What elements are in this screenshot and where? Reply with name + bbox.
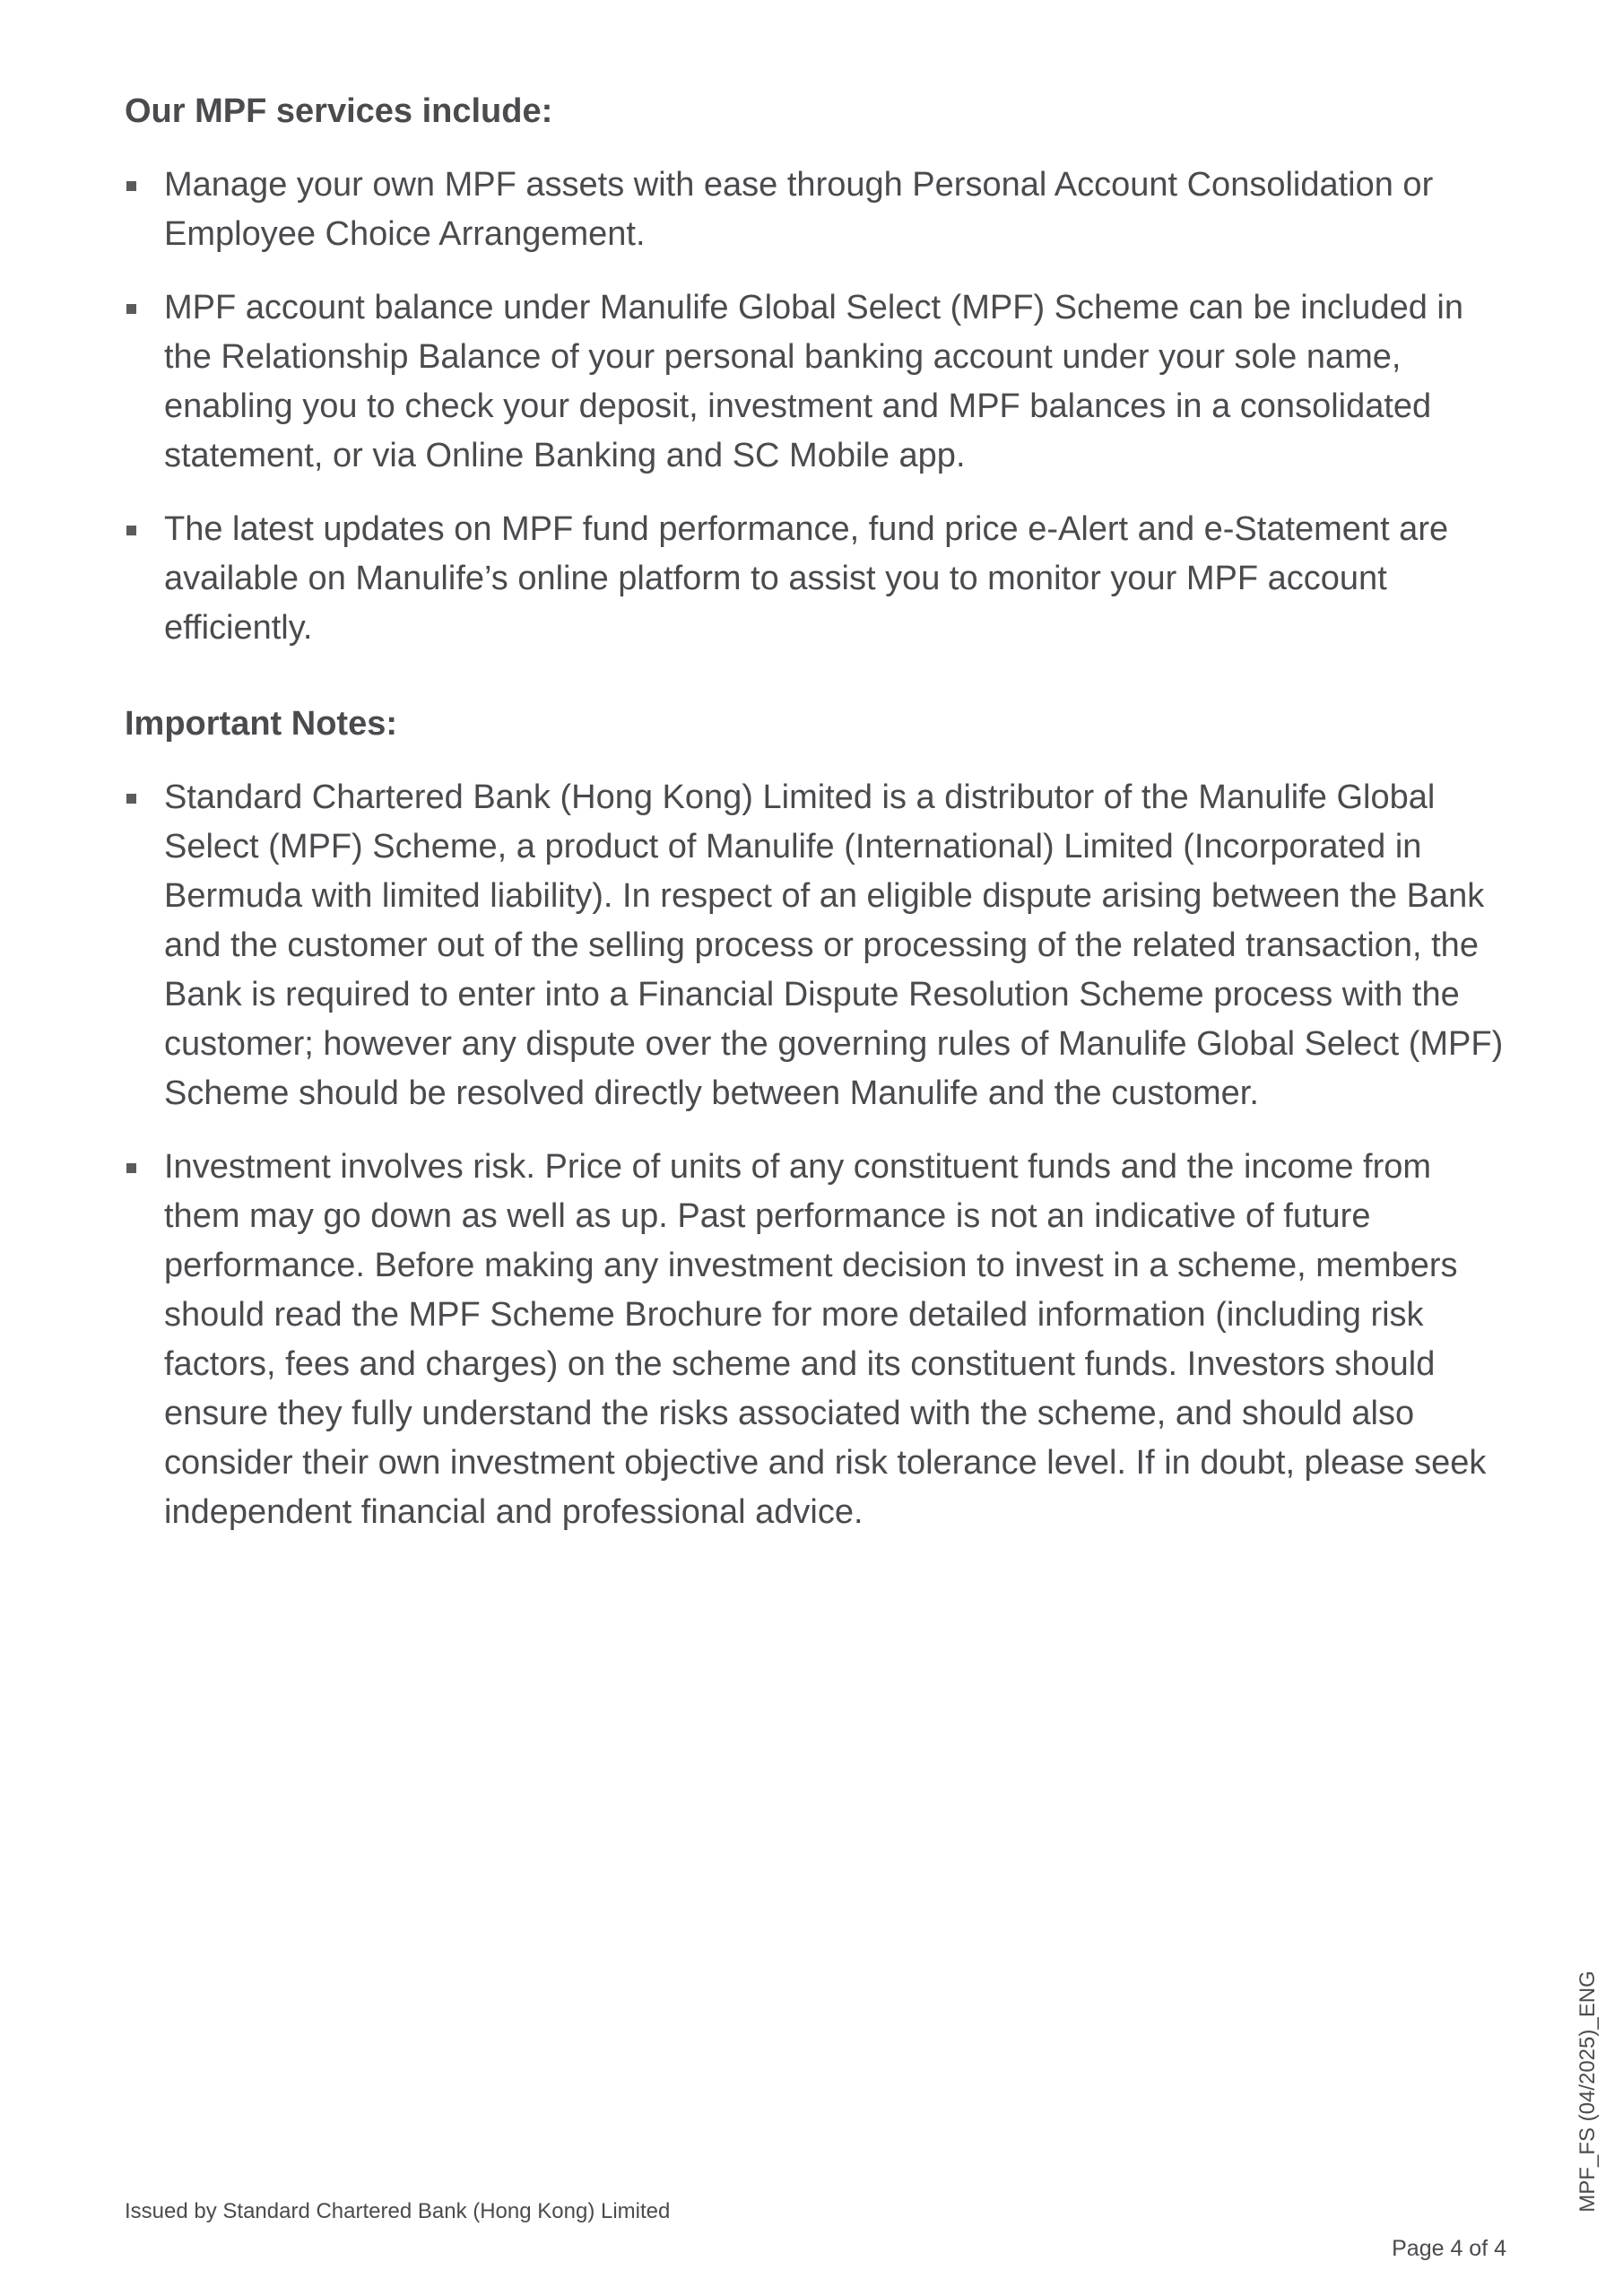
services-item-text: The latest updates on MPF fund performance, fund price e-Alert and e-Statement are available on Manulife’s online platform to assist you to monitor your MPF account efficiently.: [164, 510, 1449, 647]
notes-item-text: Standard Chartered Bank (Hong Kong) Limited is a distributor of the Manulife Global Select (MPF) Scheme, a product of Manulife (International) Limited (Incorporated in Bermuda with limited liability). In respect of an eligible dispute arising between the Bank and the customer out of the selling process or processing of the related transaction, the Bank is required to enter into a Financial Dispute Resolution Scheme process with the customer; however any dispute over the governing rules of Manulife Global Select (MPF) Scheme should be resolved directly between Manulife and the customer.: [164, 778, 1504, 1112]
list-item: [125, 1143, 1506, 1537]
bullet-square-icon: [126, 526, 136, 535]
list-item: [125, 161, 1506, 259]
document-code: MPF_FS (04/2025)_ENG: [1575, 1970, 1600, 2213]
list-item: [125, 283, 1506, 481]
services-item-text: Manage your own MPF assets with ease through Personal Account Consolidation or Employee Choice Arrangement.: [164, 166, 1434, 253]
notes-item-text: Investment involves risk. Price of units of any constituent funds and the income from them may go down as well as up. Past performance is not an indicative of future performance. Before making any investment decision to invest in a scheme, members should read the MPF Scheme Brochure for more detailed information (including risk factors, fees and charges) on the scheme and its constituent funds. Investors should ensure they fully understand the risks associated with the scheme, and should also consider their own investment objective and risk tolerance level. If in doubt, please seek independent financial and professional advice.: [164, 1148, 1487, 1531]
services-heading: Our MPF services include:: [125, 92, 553, 130]
footer-issuer: Issued by Standard Chartered Bank (Hong Kong) Limited: [125, 2199, 671, 2223]
services-item-text: MPF account balance under Manulife Global Select (MPF) Scheme can be included in the Relationship Balance of your personal banking account under your sole name, enabling you to check your deposit, investment and MPF balances in a consolidated statement, or via Online Banking and SC Mobile app.: [164, 289, 1463, 474]
page-number: Page 4 of 4: [1392, 2236, 1506, 2261]
bullet-square-icon: [126, 1163, 136, 1173]
bullet-square-icon: [126, 304, 136, 314]
bullet-square-icon: [126, 181, 136, 191]
bullet-square-icon: [126, 794, 136, 804]
notes-heading: Important Notes:: [125, 705, 397, 743]
notes-list: [125, 773, 1506, 1537]
list-item: [125, 505, 1506, 653]
list-item: [125, 773, 1506, 1118]
services-list: [125, 161, 1506, 653]
